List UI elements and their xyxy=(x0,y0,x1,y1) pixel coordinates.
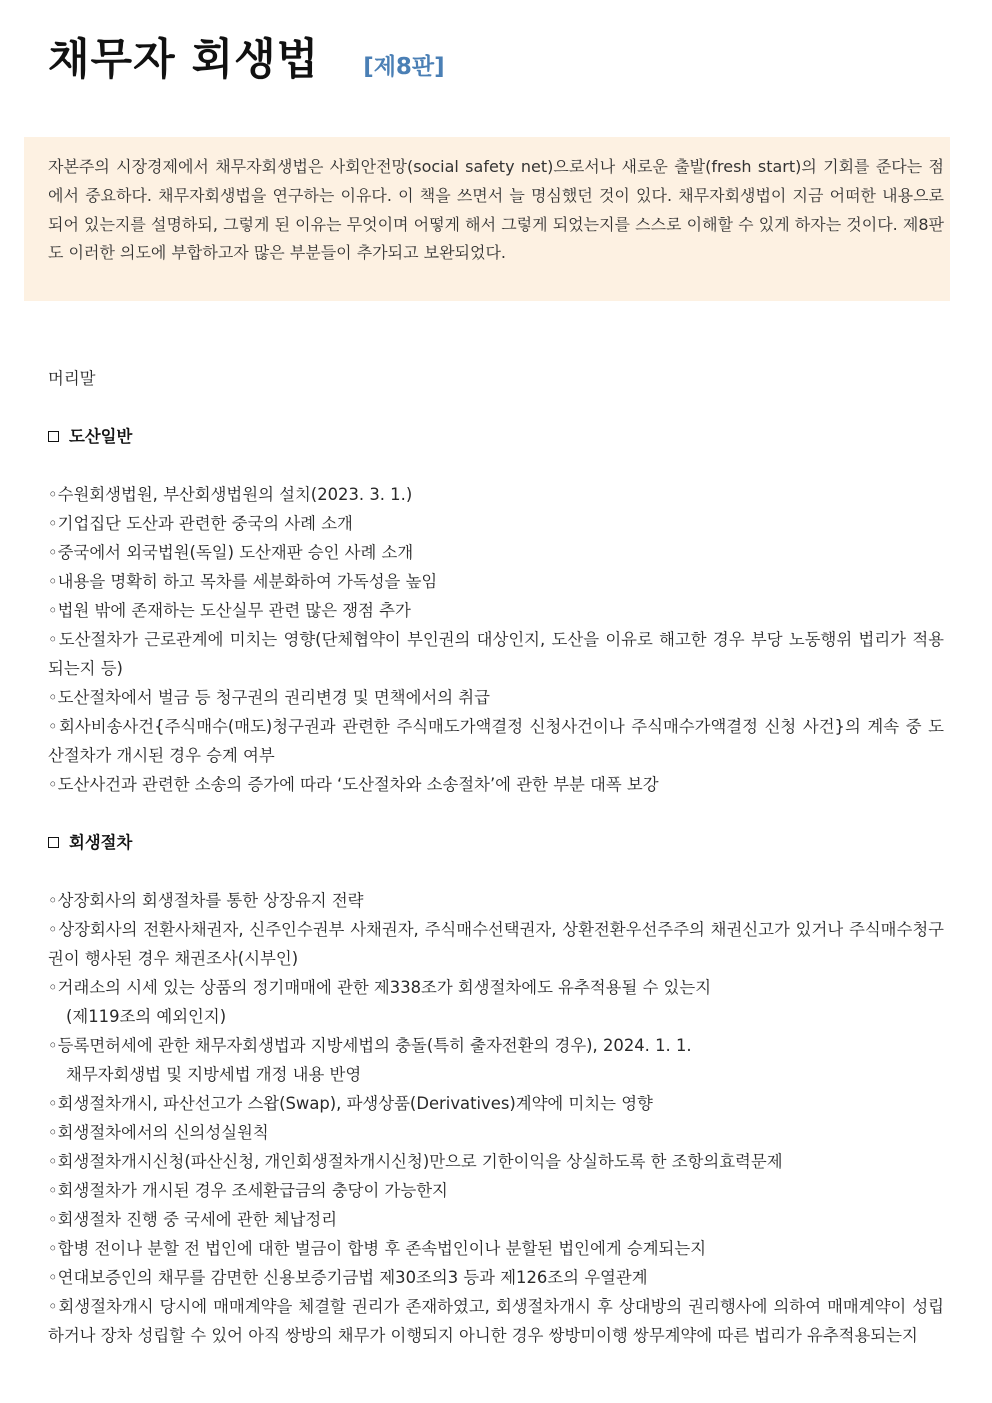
list-item-text: 연대보증인의 채무를 감면한 신용보증기금법 제30조의3 등과 제126조의 우열관계 xyxy=(57,1268,648,1287)
list-item-text: 도산절차에서 벌금 등 청구권의 권리변경 및 면책에서의 취급 xyxy=(57,688,490,707)
bullet-icon: ◦ xyxy=(48,601,58,620)
list-item xyxy=(48,625,944,683)
list-item-text: 도산사건과 관련한 소송의 증가에 따라 ‘도산절차와 소송절차’에 관한 부분 대폭 보강 xyxy=(57,775,659,794)
list-item-text: 회생절차 진행 중 국세에 관한 체납정리 xyxy=(57,1210,338,1229)
bullet-icon: ◦ xyxy=(48,1123,58,1142)
spacer xyxy=(48,857,944,886)
list-item xyxy=(48,712,944,770)
list-item xyxy=(48,567,944,596)
intro-box xyxy=(24,137,950,301)
list-item xyxy=(48,886,944,915)
title-row xyxy=(48,26,445,86)
list-item-text: 내용을 명확히 하고 목차를 세분화하여 가독성을 높임 xyxy=(57,572,438,591)
section-heading-label: 회생절차 xyxy=(69,833,133,852)
bullet-icon: ◦ xyxy=(48,891,58,910)
list-item xyxy=(48,509,944,538)
list-item-text: 합병 전이나 분할 전 법인에 대한 벌금이 합병 후 존속법인이나 분할된 법인에게 승계되는지 xyxy=(57,1239,707,1258)
section-heading-bankruptcy-general xyxy=(48,422,944,451)
bullet-icon: ◦ xyxy=(48,978,58,997)
spacer xyxy=(48,451,944,480)
list-item xyxy=(48,1118,944,1147)
list-item xyxy=(48,1205,944,1234)
section-heading-rehabilitation xyxy=(48,828,944,857)
list-item xyxy=(48,915,944,973)
preface-heading: 머리말 xyxy=(48,369,96,388)
spacer xyxy=(48,799,944,828)
list-item xyxy=(48,1263,944,1292)
bullet-icon: ◦ xyxy=(48,1297,59,1316)
bullet-icon: ◦ xyxy=(48,1094,58,1113)
list-item-text: 상장회사의 회생절차를 통한 상장유지 전략 xyxy=(57,891,364,910)
bullet-icon: ◦ xyxy=(48,485,58,504)
content-body xyxy=(48,364,944,1350)
bullet-icon: ◦ xyxy=(48,920,59,939)
bullet-icon: ◦ xyxy=(48,1181,58,1200)
list-item-text: 상장회사의 전환사채권자, 신주인수권부 사채권자, 주식매수선택권자, 상환전환우선주주의 채권신고가 있거나 주식매수청구권이 행사된 경우 채권조사(시부인) xyxy=(48,920,944,968)
bullet-icon: ◦ xyxy=(48,543,58,562)
list-item xyxy=(48,1147,944,1176)
list-item-text: 회생절차에서의 신의성실원칙 xyxy=(57,1123,269,1142)
bullet-icon: ◦ xyxy=(48,688,58,707)
list-item xyxy=(48,973,944,1031)
list-item xyxy=(48,1089,944,1118)
list-item xyxy=(48,770,944,799)
section-heading-label: 도산일반 xyxy=(69,427,133,446)
list-item xyxy=(48,1234,944,1263)
bullet-icon: ◦ xyxy=(48,630,59,649)
bullet-icon: ◦ xyxy=(48,1210,58,1229)
bullet-icon: ◦ xyxy=(48,572,58,591)
spacer xyxy=(48,393,944,422)
list-item-text: 수원회생법원, 부산회생법원의 설치(2023. 3. 1.) xyxy=(57,485,413,504)
list-item xyxy=(48,1176,944,1205)
list-item-text: 회사비송사건{주식매수(매도)청구권과 관련한 주식매도가액결정 신청사건이나 주식매수가액결정 신청 사건}의 계속 중 도산절차가 개시된 경우 승계 여부 xyxy=(48,717,945,765)
list-item-text: 등록면허세에 관한 채무자회생법과 지방세법의 충돌(특히 출자전환의 경우), 2024. 1. 1. xyxy=(57,1036,692,1055)
list-item-text: 회생절차가 개시된 경우 조세환급금의 충당이 가능한지 xyxy=(57,1181,448,1200)
list-item-continuation: 채무자회생법 및 지방세법 개정 내용 반영 xyxy=(66,1065,362,1084)
list-item-text: 기업집단 도산과 관련한 중국의 사례 소개 xyxy=(57,514,353,533)
bullet-icon: ◦ xyxy=(48,1239,58,1258)
list-item-text: 중국에서 외국법원(독일) 도산재판 승인 사례 소개 xyxy=(57,543,414,562)
bullet-icon: ◦ xyxy=(48,717,60,736)
section-item-list xyxy=(48,886,944,1350)
checkbox-square-icon xyxy=(48,837,59,848)
list-item-text: 회생절차개시, 파산선고가 스왑(Swap), 파생상품(Derivatives)계약에 미치는 영향 xyxy=(57,1094,653,1113)
intro-text: 자본주의 시장경제에서 채무자회생법은 사회안전망(social safety net)으로서나 새로운 출발(fresh start)의 기회를 준다는 점에서 중요하다. 채무자회생법을 연구하는 이유다. 이 책을 쓰면서 늘 명심했던 것이 있다. 채무자회생법이 지금 어떠한 내용으로 되어 있는지를 설명하되, 그렇게 된 이유는 무엇이며 어떻게 해서 그렇게 되었는지를 스스로 이해할 수 있게 하자는 것이다. 제8판도 이러한 의도에 부합하고자 많은 부분들이 추가되고 보완되었다. xyxy=(48,157,944,263)
checkbox-square-icon xyxy=(48,431,59,442)
bullet-icon: ◦ xyxy=(48,514,58,533)
bullet-icon: ◦ xyxy=(48,775,58,794)
list-item-text: 회생절차개시신청(파산신청, 개인회생절차개시신청)만으로 기한이익을 상실하도록 한 조항의효력문제 xyxy=(57,1152,783,1171)
page-title: 채무자 회생법 xyxy=(48,35,320,85)
list-item xyxy=(48,538,944,567)
edition-label: [제8판] xyxy=(363,54,445,80)
list-item xyxy=(48,1292,944,1350)
section-item-list xyxy=(48,480,944,799)
list-item xyxy=(48,480,944,509)
list-item-text: 도산절차가 근로관계에 미치는 영향(단체협약이 부인권의 대상인지, 도산을 이유로 해고한 경우 부당 노동행위 법리가 적용되는지 등) xyxy=(48,630,944,678)
list-item-text: 법원 밖에 존재하는 도산실무 관련 많은 쟁점 추가 xyxy=(57,601,411,620)
list-item-text: 거래소의 시세 있는 상품의 정기매매에 관한 제338조가 회생절차에도 유추적용될 수 있는지 xyxy=(57,978,712,997)
list-item-text: 회생절차개시 당시에 매매계약을 체결할 권리가 존재하였고, 회생절차개시 후 상대방의 권리행사에 의하여 매매계약이 성립하거나 장차 성립할 수 있어 아직 쌍방의 채무가 이행되지 아니한 경우 쌍방미이행 쌍무계약에 따른 법리가 유추적용되는지 xyxy=(48,1297,945,1345)
list-item xyxy=(48,596,944,625)
bullet-icon: ◦ xyxy=(48,1152,58,1171)
bullet-icon: ◦ xyxy=(48,1036,58,1055)
bullet-icon: ◦ xyxy=(48,1268,58,1287)
list-item-continuation: (제119조의 예외인지) xyxy=(66,1007,227,1026)
list-item xyxy=(48,683,944,712)
list-item xyxy=(48,1031,944,1089)
